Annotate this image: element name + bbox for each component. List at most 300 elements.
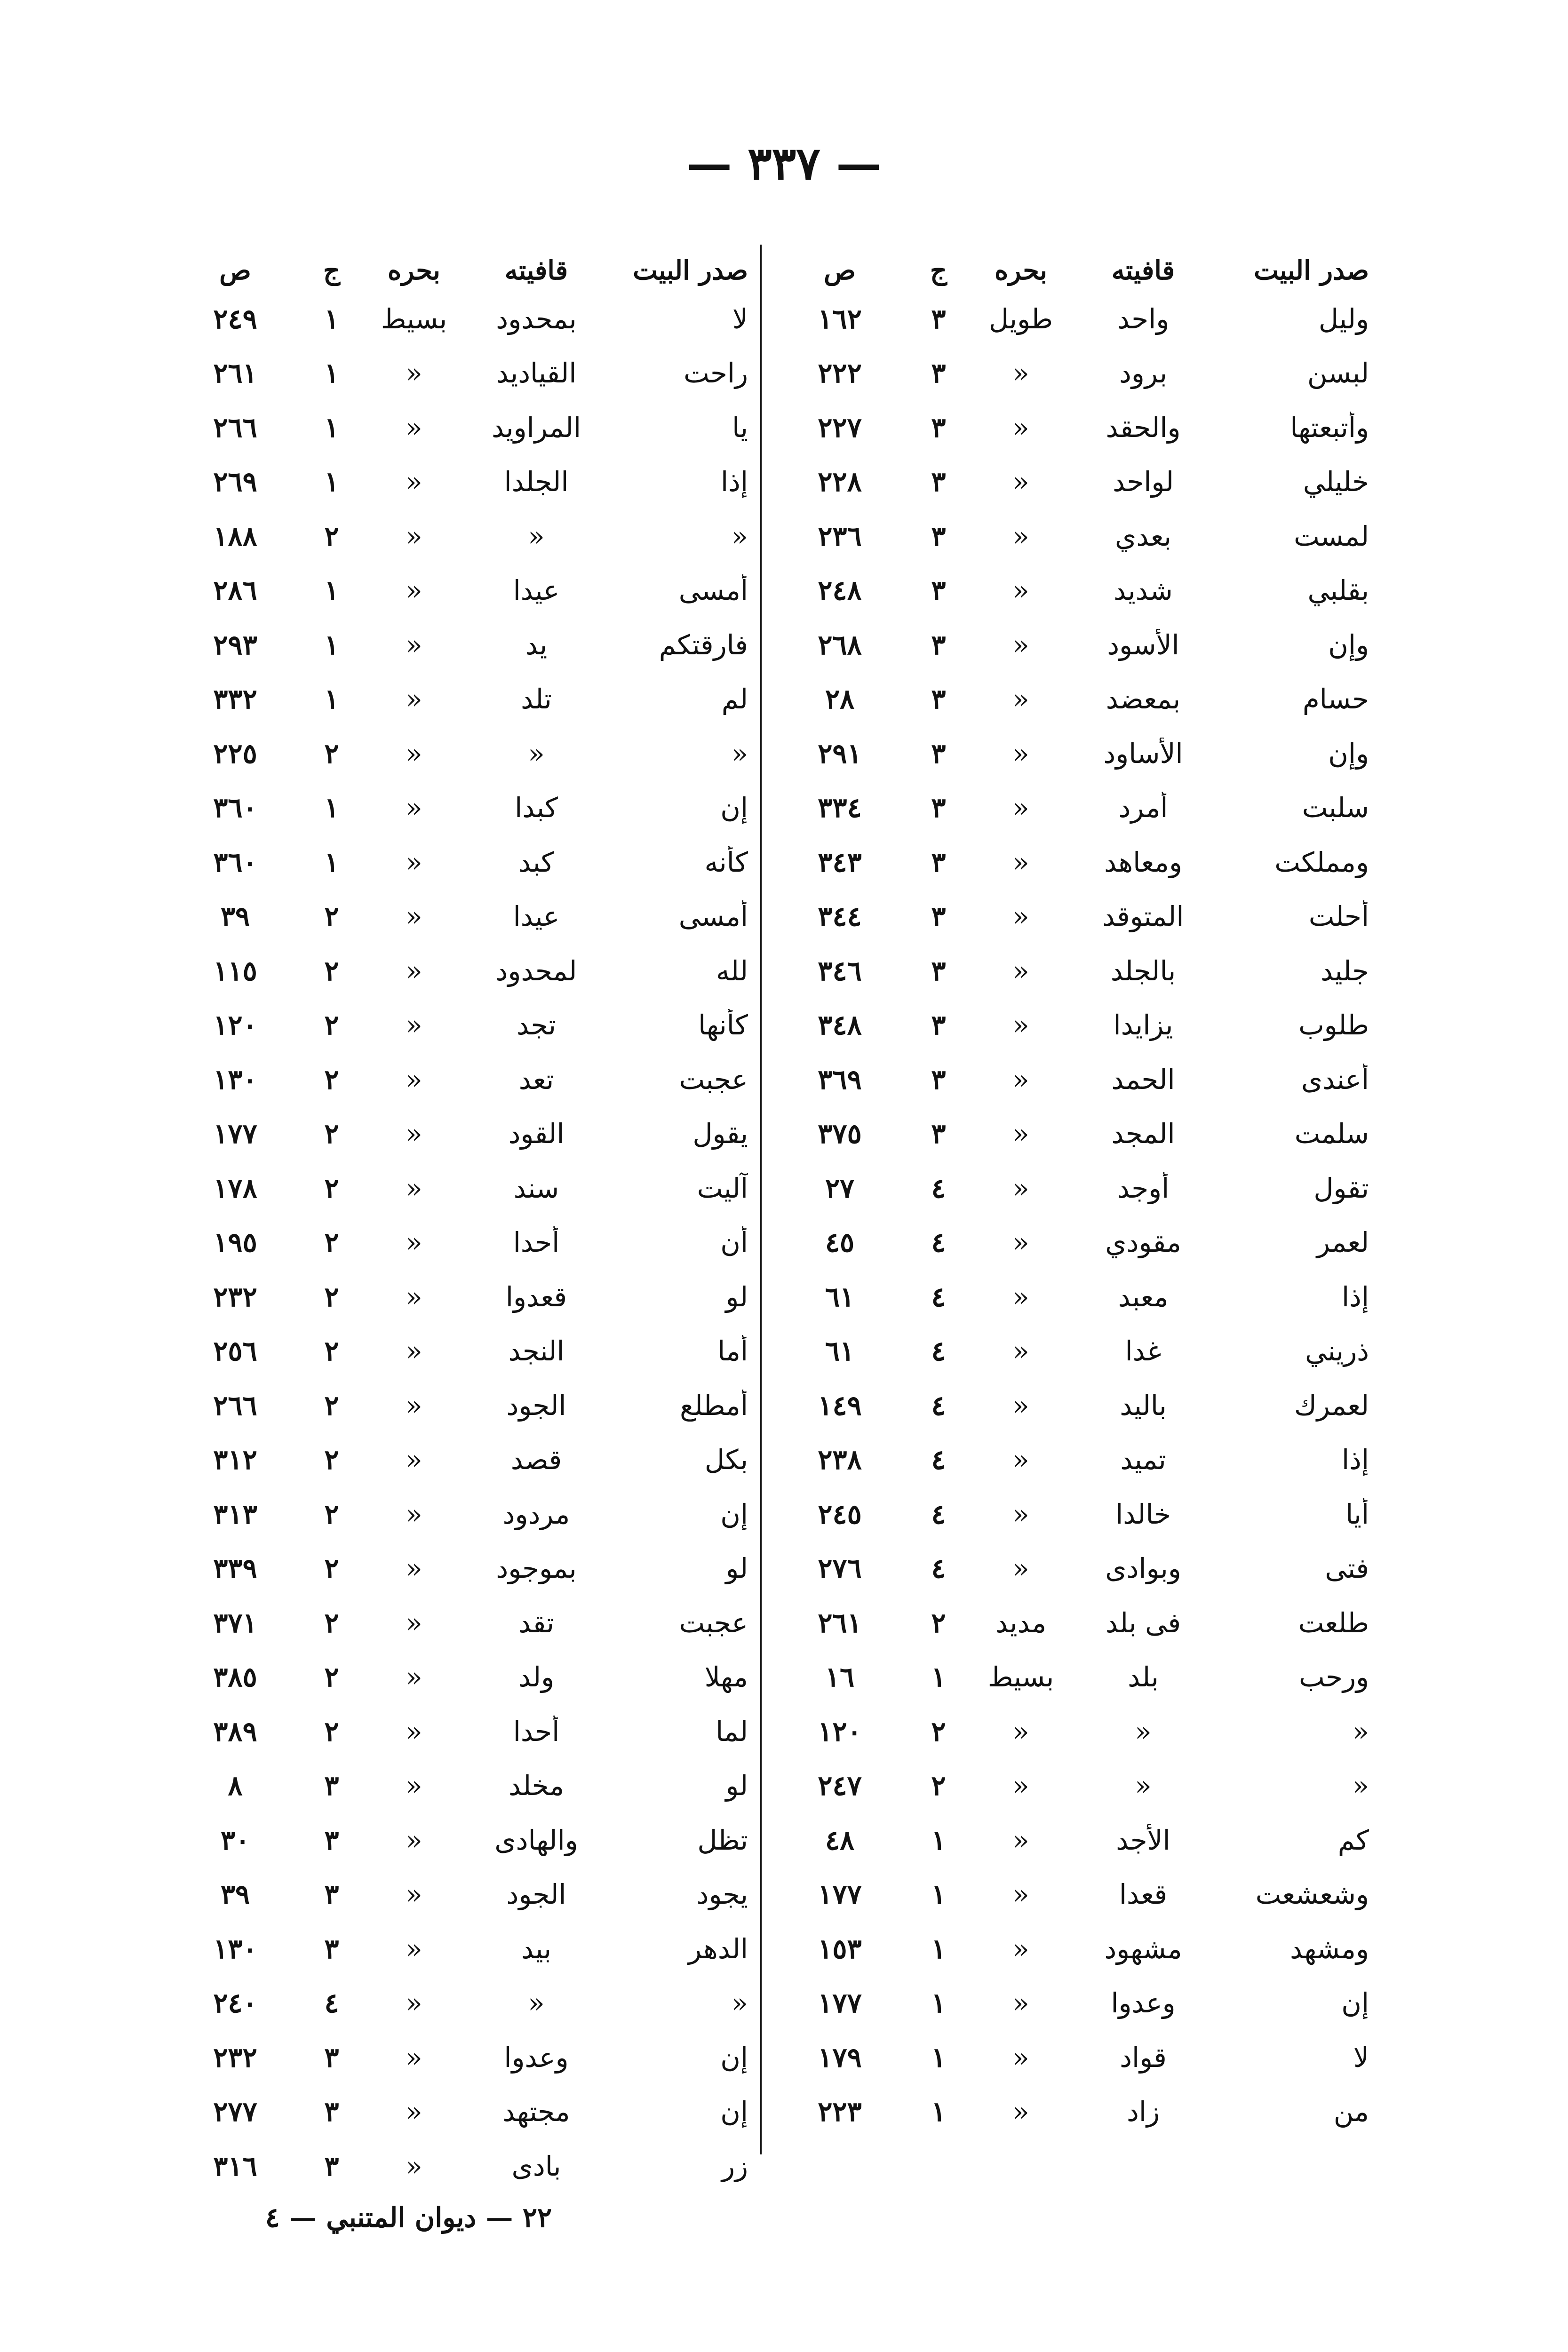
cell-juz: ٣ [931,466,946,498]
cell-juz: ٣ [931,954,946,987]
cell-juz: ٤ [931,1389,946,1422]
cell-qafiya: مردود [502,1498,570,1530]
cell-qafiya: واحد [1117,302,1170,335]
table-row [169,2085,748,2139]
table-row [169,1270,748,1324]
cell-safha: ١٧٧ [818,1878,862,1911]
table-row [772,1704,1369,1759]
cell-juz: ٣ [931,357,946,389]
cell-juz: ٣ [324,1932,339,1965]
table-row [169,346,748,401]
table-row [169,1216,748,1270]
cell-sadr: لا [1353,2041,1369,2074]
cell-juz: ١ [931,1932,946,1965]
cell-juz: ٢ [324,1063,339,1096]
cell-juz: ٣ [931,846,946,878]
page-number: — ٣٣٧ — [686,137,882,190]
cell-qafiya: القود [508,1118,565,1150]
cell-safha: ١٧٧ [818,1987,862,2019]
cell-safha: ٢٦٨ [818,628,862,661]
cell-bahr: « [1012,1335,1029,1367]
cell-qafiya: قواد [1120,2041,1167,2074]
cell-safha: ٢٣٨ [818,1444,862,1476]
table-row [772,1542,1369,1596]
cell-sadr: لو [725,1770,748,1802]
cell-juz: ٤ [931,1280,946,1313]
cell-bahr: « [406,1878,422,1911]
cell-juz: ٢ [324,1606,339,1639]
cell-bahr: « [1012,1824,1029,1856]
cell-qafiya: برود [1119,357,1167,389]
cell-bahr: « [406,1715,422,1748]
cell-sadr: وإن [1328,628,1369,661]
cell-safha: ٣٤٦ [818,954,862,987]
cell-safha: ٢٦٩ [213,466,257,498]
cell-juz: ٣ [931,737,946,770]
table-row [169,998,748,1053]
cell-bahr: « [1012,1280,1029,1313]
cell-juz: ٣ [324,1878,339,1911]
cell-bahr: « [1012,737,1029,770]
cell-juz: ١ [324,302,339,335]
cell-bahr: « [406,411,422,444]
cell-bahr: « [406,1606,422,1639]
cell-safha: ٤٨ [825,1824,855,1856]
cell-safha: ٢٦٦ [213,411,257,444]
cell-qafiya: بعدي [1115,520,1171,552]
cell-juz: ٢ [324,900,339,933]
cell-qafiya: ولد [518,1661,555,1693]
cell-sadr: فتى [1325,1552,1369,1585]
cell-bahr: « [406,1118,422,1150]
cell-safha: ٢٢٢ [818,357,862,389]
table-row [169,2030,748,2085]
cell-bahr: « [406,1770,422,1802]
cell-sadr: كم [1337,1824,1369,1856]
cell-safha: ٢٤٧ [818,1770,862,1802]
cell-safha: ٣٤٨ [818,1009,862,1041]
cell-juz: ٣ [931,628,946,661]
cell-qafiya: لواحد [1112,466,1174,498]
table-row [169,1433,748,1487]
cell-juz: ٤ [931,1172,946,1204]
cell-sadr: بقلبي [1307,574,1369,607]
cell-qafiya: الأساود [1103,737,1183,770]
cell-qafiya: لمحدود [495,954,577,987]
cell-qafiya: النجد [508,1335,565,1367]
cell-bahr: « [406,1335,422,1367]
cell-qafiya: « [1135,1770,1152,1802]
cell-safha: ٣٦٩ [818,1063,862,1096]
cell-safha: ٢٦١ [818,1606,862,1639]
cell-sadr: « [1352,1770,1369,1802]
table-row [772,726,1369,781]
cell-juz: ٢ [324,1444,339,1476]
cell-safha: ٣٣٢ [213,683,257,715]
table-row [772,944,1369,998]
table-row [772,400,1369,455]
cell-bahr: « [1012,1770,1029,1802]
cell-safha: ٢٤٠ [213,1987,257,2019]
header-bahr: بحره [388,255,440,286]
cell-qafiya: بلد [1128,1661,1159,1693]
cell-sadr: بكل [704,1444,748,1476]
table-row [169,1378,748,1433]
cell-qafiya: مخلد [508,1770,565,1802]
table-row [772,1378,1369,1433]
cell-sadr: إذا [1341,1280,1369,1313]
cell-qafiya: « [528,1987,545,2019]
cell-sadr: سلمت [1294,1118,1369,1150]
cell-safha: ١٣٠ [213,1063,257,1096]
cell-bahr: « [406,1552,422,1585]
cell-safha: ٣٤٤ [818,900,862,933]
cell-qafiya: خالدا [1115,1498,1171,1530]
table-row [772,1596,1369,1650]
cell-qafiya: الجود [506,1878,566,1911]
table-row [772,1922,1369,1976]
cell-safha: ٣٨٥ [213,1661,257,1693]
cell-bahr: « [406,1661,422,1693]
cell-safha: ١٧٧ [213,1118,257,1150]
table-row [772,1161,1369,1216]
cell-juz: ٣ [324,1770,339,1802]
table-row [772,1976,1369,2031]
cell-juz: ٢ [324,1661,339,1693]
cell-juz: ٢ [324,1335,339,1367]
cell-safha: ١١٥ [213,954,257,987]
cell-sadr: زر [721,2150,748,2182]
cell-juz: ٤ [931,1335,946,1367]
cell-sadr: « [731,520,748,552]
cell-bahr: « [406,792,422,824]
cell-qafiya: فى بلد [1105,1606,1181,1639]
cell-qafiya: الأسود [1107,628,1179,661]
cell-bahr: « [406,1226,422,1259]
cell-sadr: أمطلع [680,1389,748,1422]
cell-juz: ١ [324,792,339,824]
cell-qafiya: عيدا [513,900,560,933]
cell-bahr: « [1012,683,1029,715]
cell-qafiya: أحدا [513,1226,560,1259]
cell-sadr: أمسى [678,574,748,607]
cell-sadr: « [1352,1715,1369,1748]
cell-qafiya: « [1135,1715,1152,1748]
cell-safha: ٣٧١ [213,1606,257,1639]
cell-qafiya: تميد [1120,1444,1166,1476]
cell-sadr: خليلي [1303,466,1369,498]
cell-bahr: « [1012,466,1029,498]
cell-bahr: « [406,1987,422,2019]
cell-juz: ٢ [324,1552,339,1585]
cell-safha: ١٧٩ [818,2041,862,2074]
cell-sadr: لله [716,954,748,987]
cell-safha: ٢٢٨ [818,466,862,498]
cell-safha: ١٧٨ [213,1172,257,1204]
cell-qafiya: بالجلد [1110,954,1176,987]
cell-juz: ٤ [324,1987,339,2019]
table-row [169,2139,748,2193]
cell-juz: ٤ [931,1552,946,1585]
cell-qafiya: قعدوا [505,1280,567,1313]
cell-safha: ١٩٥ [213,1226,257,1259]
cell-qafiya: والحقد [1106,411,1181,444]
cell-safha: ٣٠ [220,1824,250,1856]
cell-safha: ١٦٢ [818,302,862,335]
cell-qafiya: بمحدود [496,302,577,335]
cell-bahr: « [406,1063,422,1096]
header-safha: ص [219,255,251,286]
cell-safha: ٢٦١ [213,357,257,389]
cell-qafiya: تعد [518,1063,554,1096]
cell-sadr: عجبت [679,1606,748,1639]
cell-juz: ١ [324,846,339,878]
cell-qafiya: مشهود [1104,1932,1182,1965]
cell-qafiya: معبد [1118,1280,1169,1313]
cell-sadr: تظل [697,1824,748,1856]
cell-sadr: يجود [696,1878,748,1911]
cell-bahr: « [406,683,422,715]
cell-sadr: يقول [692,1118,748,1150]
cell-sadr: الدهر [688,1932,748,1965]
cell-juz: ١ [324,683,339,715]
cell-sadr: وليل [1318,302,1369,335]
cell-sadr: إذا [1341,1444,1369,1476]
cell-qafiya: الجود [506,1389,566,1422]
cell-qafiya: الحمد [1111,1063,1175,1096]
cell-sadr: يا [732,411,748,444]
cell-bahr: « [1012,2096,1029,2128]
cell-qafiya: « [528,520,545,552]
cell-qafiya: بيد [521,1932,552,1965]
cell-juz: ١ [324,628,339,661]
table-row [169,1759,748,1813]
cell-safha: ٢٣٢ [213,2041,257,2074]
cell-qafiya: تلد [521,683,552,715]
table-row [772,2085,1369,2139]
table-row [169,455,748,509]
cell-juz: ٢ [324,1280,339,1313]
cell-safha: ٢٨ [825,683,855,715]
cell-sadr: تقول [1313,1172,1369,1204]
cell-juz: ٢ [324,1009,339,1041]
cell-bahr: « [406,574,422,607]
cell-qafiya: أحدا [513,1715,560,1748]
cell-sadr: إذا [720,466,748,498]
cell-bahr: « [406,1498,422,1530]
cell-bahr: « [1012,846,1029,878]
cell-bahr: « [1012,1878,1029,1911]
cell-bahr: « [1012,1226,1029,1259]
cell-sadr: سلبت [1302,792,1369,824]
cell-juz: ٣ [324,2096,339,2128]
cell-safha: ٢٢٧ [818,411,862,444]
cell-qafiya: مقودي [1105,1226,1181,1259]
cell-sadr: لم [721,683,748,715]
cell-bahr: « [1012,1389,1029,1422]
table-row [169,400,748,455]
cell-sadr: جليد [1320,954,1369,987]
cell-qafiya: شديد [1114,574,1173,607]
table-row [772,1487,1369,1542]
cell-qafiya: المراويد [491,411,581,444]
cell-qafiya: وعدوا [1111,1987,1176,2019]
cell-qafiya: الأجد [1116,1824,1170,1856]
cell-safha: ٣٧٥ [818,1118,862,1150]
cell-bahr: « [1012,792,1029,824]
cell-juz: ٣ [931,520,946,552]
cell-safha: ١٦ [825,1661,855,1693]
cell-sadr: راحت [684,357,748,389]
cell-bahr: « [1012,2041,1029,2074]
cell-qafiya: قصد [510,1444,562,1476]
cell-sadr: وأتبعتها [1290,411,1369,444]
table-row [169,618,748,672]
header-safha: ص [824,255,856,286]
cell-juz: ١ [324,357,339,389]
cell-sadr: آليت [697,1172,748,1204]
right-index-column [772,249,1369,2139]
cell-juz: ٣ [324,2041,339,2074]
cell-safha: ٢٩٣ [213,628,257,661]
cell-bahr: « [1012,411,1029,444]
table-row [169,1107,748,1161]
cell-sadr: لما [716,1715,748,1748]
cell-qafiya: يد [525,628,548,661]
cell-juz: ١ [931,1661,946,1693]
cell-qafiya: ومعاهد [1104,846,1182,878]
cell-juz: ٣ [931,302,946,335]
cell-juz: ٤ [931,1444,946,1476]
cell-sadr: لعمر [1316,1226,1369,1259]
cell-bahr: « [1012,1063,1029,1096]
cell-qafiya: بادى [511,2150,561,2182]
table-row [772,1052,1369,1107]
cell-safha: ٣٦٠ [213,792,257,824]
cell-bahr: « [1012,1172,1029,1204]
cell-safha: ١٤٩ [818,1389,862,1422]
table-row [169,1596,748,1650]
cell-sadr: إن [720,792,748,824]
table-row [169,726,748,781]
cell-juz: ٢ [324,1118,339,1150]
left-header-row [169,249,748,292]
left-table-body [169,292,748,2193]
cell-safha: ٣١٢ [213,1444,257,1476]
cell-sadr: إن [720,1498,748,1530]
cell-juz: ٢ [931,1715,946,1748]
cell-sadr: لو [725,1552,748,1585]
header-juz: ج [323,255,341,286]
cell-juz: ٣ [931,411,946,444]
cell-sadr: ذريني [1305,1335,1369,1367]
cell-bahr: « [406,1280,422,1313]
cell-bahr: « [1012,1444,1029,1476]
table-row [772,1324,1369,1379]
table-row [772,672,1369,727]
cell-qafiya: « [528,737,545,770]
table-row [169,509,748,564]
cell-juz: ٢ [324,1498,339,1530]
cell-safha: ٢٥٦ [213,1335,257,1367]
table-row [772,1433,1369,1487]
cell-bahr: « [406,954,422,987]
cell-bahr: « [1012,1009,1029,1041]
cell-safha: ١٢٠ [213,1009,257,1041]
cell-qafiya: بموجود [496,1552,577,1585]
cell-sadr: ورحب [1299,1661,1369,1693]
cell-sadr: أما [717,1335,748,1367]
cell-juz: ١ [931,1987,946,2019]
cell-juz: ٤ [931,1498,946,1530]
table-row [169,1867,748,1922]
table-row [772,564,1369,618]
table-row [169,1704,748,1759]
table-row [169,1161,748,1216]
cell-juz: ٣ [931,1009,946,1041]
table-row [169,1922,748,1976]
table-row [169,1650,748,1705]
cell-sadr: فارقتكم [659,628,748,661]
cell-bahr: مديد [995,1606,1047,1639]
cell-safha: ٤٥ [825,1226,855,1259]
cell-safha: ٣٣٤ [818,792,862,824]
cell-bahr: « [406,846,422,878]
cell-sadr: أيا [1345,1498,1369,1530]
cell-qafiya: أمرد [1118,792,1168,824]
cell-qafiya: والهادى [494,1824,578,1856]
cell-safha: ٢٤٥ [818,1498,862,1530]
cell-safha: ٨ [228,1770,243,1802]
table-row [772,1867,1369,1922]
cell-safha: ٣٨٩ [213,1715,257,1748]
cell-bahr: « [1012,900,1029,933]
cell-bahr: « [1012,1987,1029,2019]
cell-qafiya: زاد [1127,2096,1160,2128]
header-bahr: بحره [995,255,1047,286]
cell-sadr: ومملكت [1274,846,1369,878]
cell-juz: ٢ [324,1715,339,1748]
table-row [169,1052,748,1107]
cell-sadr: لمست [1294,520,1369,552]
cell-qafiya: مجتهد [502,2096,570,2128]
cell-bahr: « [1012,1498,1029,1530]
cell-safha: ٣٦٠ [213,846,257,878]
table-row [169,292,748,346]
cell-juz: ٣ [324,2150,339,2182]
cell-qafiya: وبوادى [1105,1552,1181,1585]
cell-safha: ٢٤٨ [818,574,862,607]
cell-sadr: أمسى [678,900,748,933]
cell-juz: ٢ [931,1606,946,1639]
cell-bahr: « [1012,1552,1029,1585]
cell-bahr: « [406,1932,422,1965]
cell-sadr: وإن [1328,737,1369,770]
cell-safha: ٦١ [825,1335,855,1367]
cell-bahr: « [1012,357,1029,389]
table-row [169,1976,748,2031]
cell-sadr: أحلت [1308,900,1369,933]
cell-sadr: كأنها [698,1009,748,1041]
cell-bahr: « [406,1444,422,1476]
table-row [772,346,1369,401]
cell-bahr: « [406,900,422,933]
cell-safha: ٣١٦ [213,2150,257,2182]
cell-sadr: إن [1341,1987,1369,2019]
table-row [169,564,748,618]
cell-juz: ٤ [931,1226,946,1259]
cell-sadr: مهلا [704,1661,748,1693]
